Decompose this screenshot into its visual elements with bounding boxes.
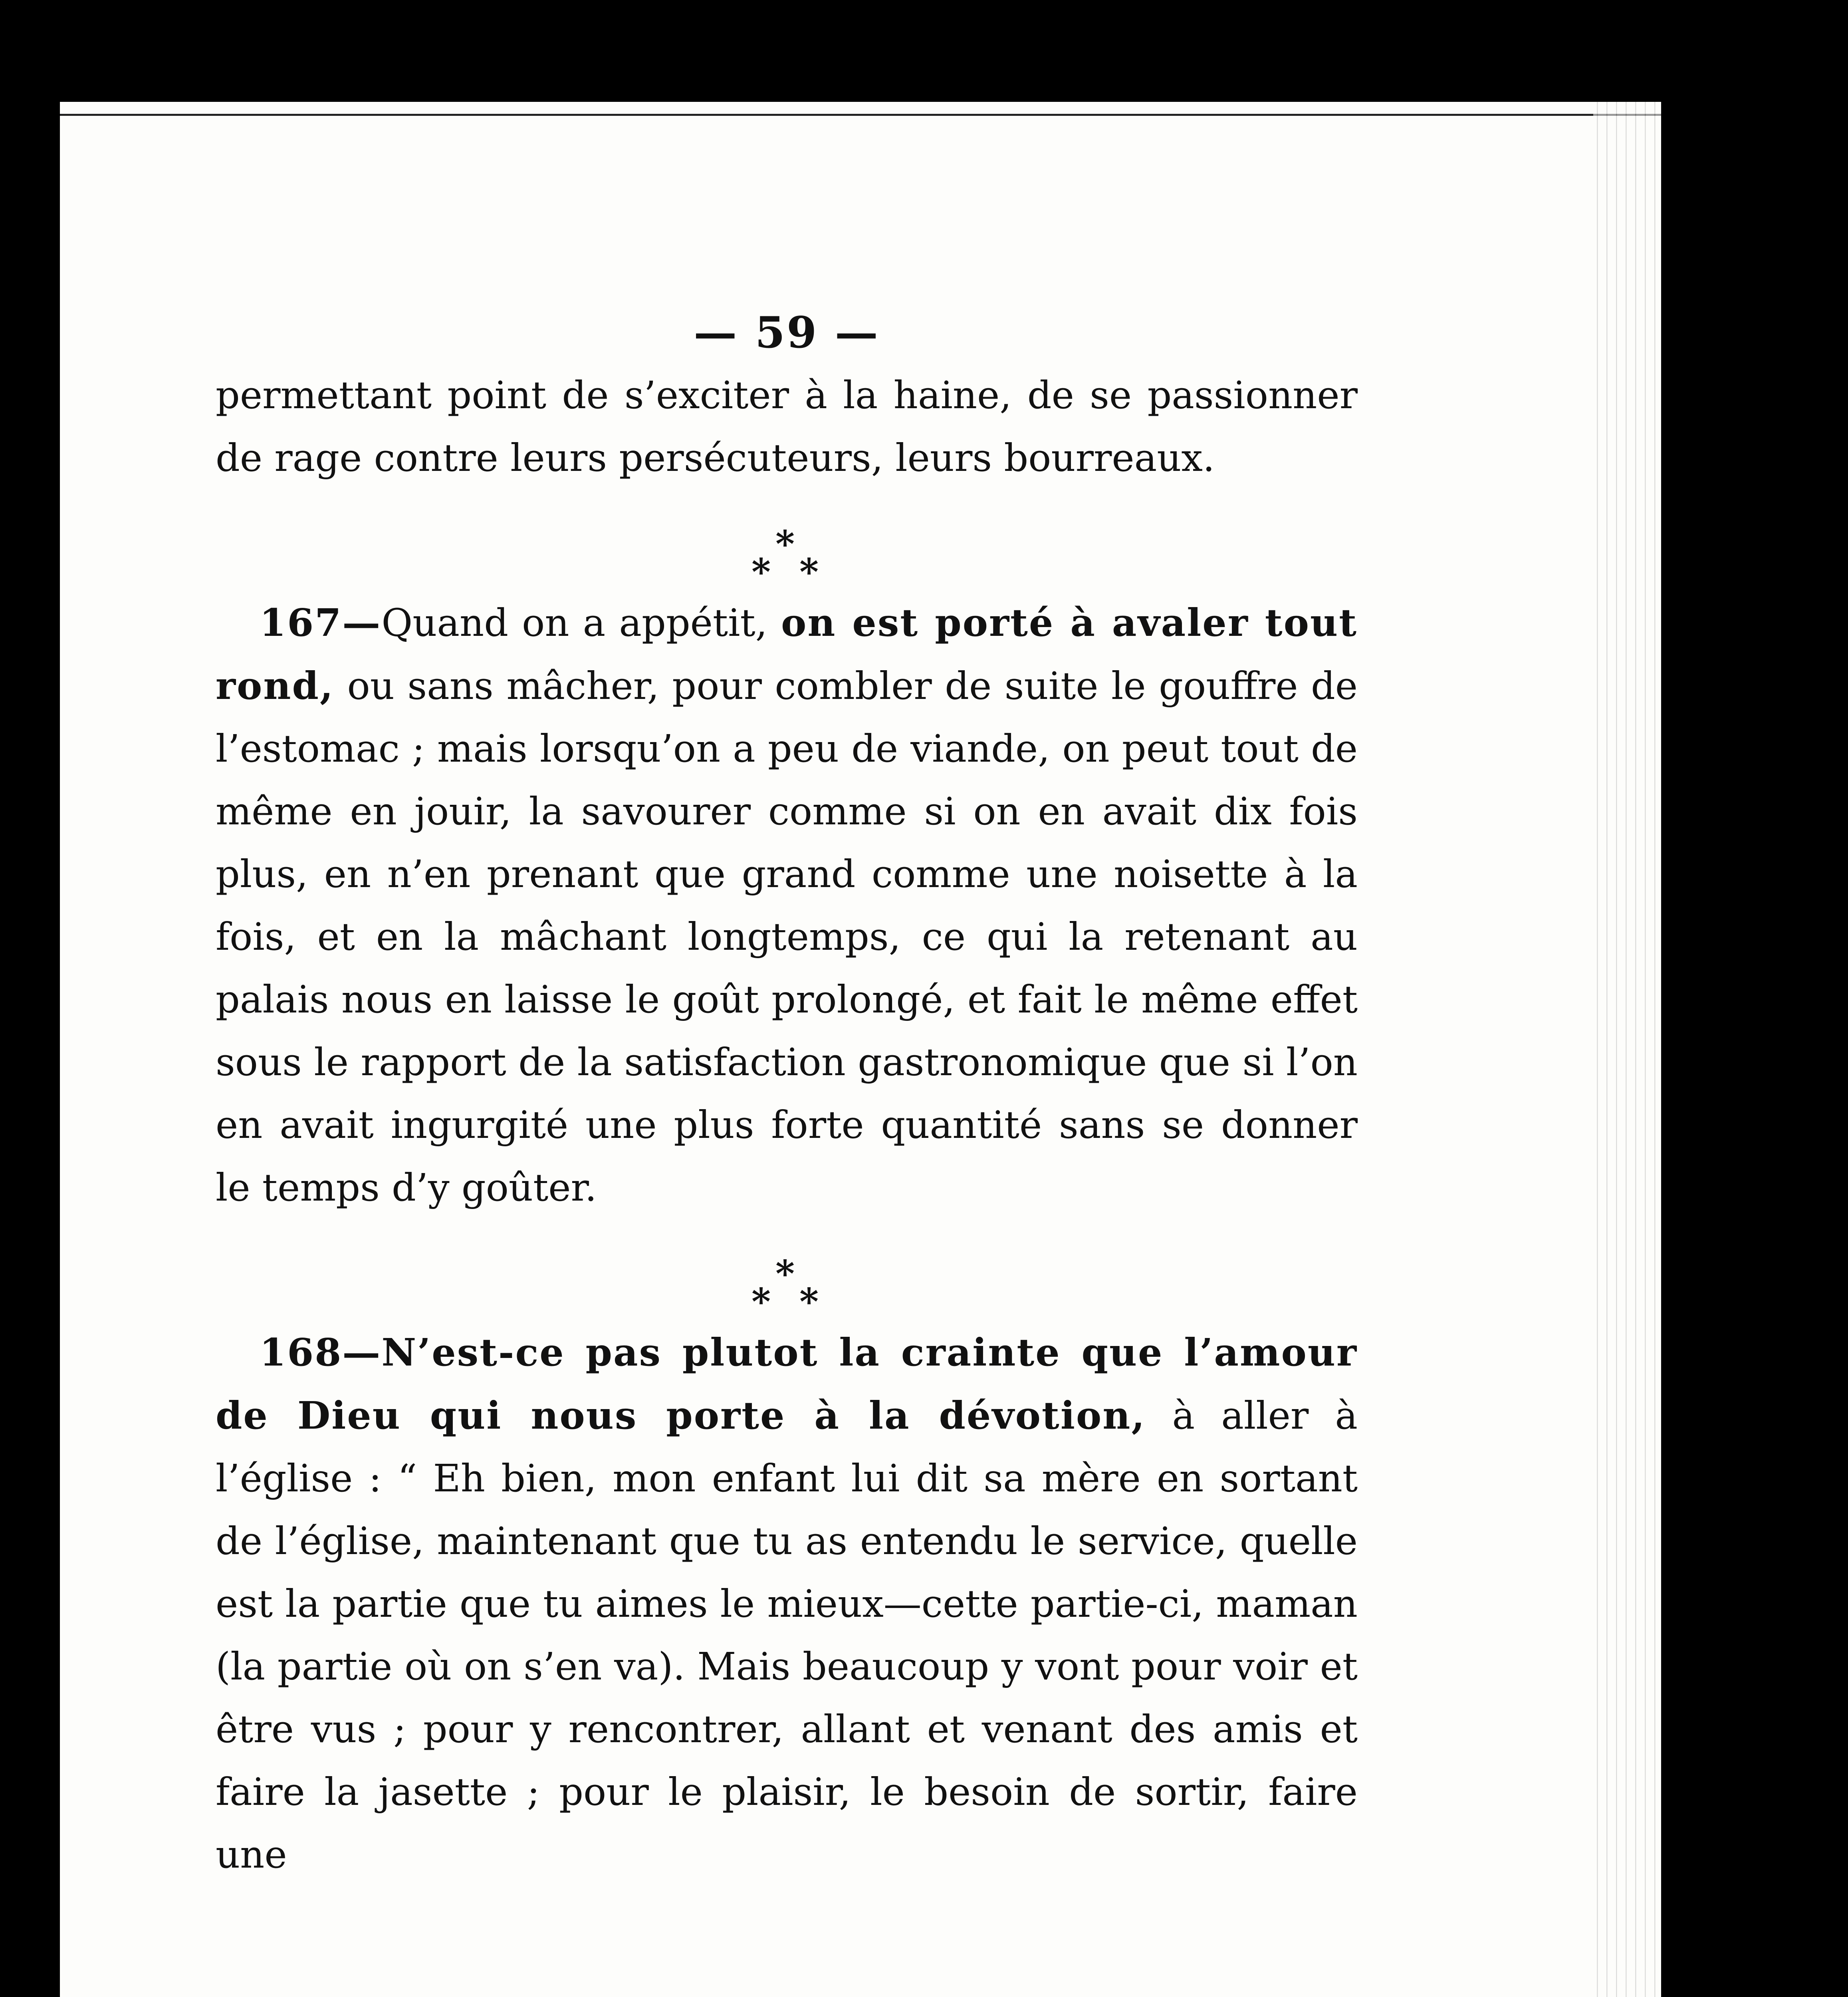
paragraph-167 — [216, 592, 1358, 1219]
paragraph-167-bold-phrase: on est porté à avaler tout rond, — [216, 601, 1358, 708]
intro-paragraph: permettant point de s’exciter à la haine, de se passionner de rage contre leurs persécuteurs, leurs bourreaux. — [216, 373, 1358, 480]
paragraph-167-lead: Quand on a appétit, — [381, 601, 781, 645]
page-number: — 59 — — [694, 308, 880, 358]
asterism-star-right: * — [799, 550, 819, 594]
page-fore-edge — [1593, 102, 1661, 1997]
asterism-star-top: * — [775, 522, 795, 566]
paragraph-168-number: 168— — [260, 1330, 382, 1375]
text-block — [216, 302, 1358, 1886]
paragraph-168-bold-phrase: N’est-ce pas plutot la crainte que l’amour de Dieu qui nous porte à la dévotion, — [216, 1330, 1358, 1438]
page-top-edge — [60, 102, 1661, 116]
paragraph-168 — [216, 1321, 1358, 1886]
asterism-divider-2 — [743, 1219, 831, 1321]
asterism-star-top: * — [775, 1252, 795, 1295]
paragraph-167-body: ou sans mâcher, pour combler de suite le gouffre de l’estomac ; mais lorsqu’on a peu de viande, on peut tout de même en jouir, la savourer comme si on en avait dix fois plus, en n’en prenant que grand comme une noisette à la fois, et en la mâchant longtemps, ce qui la retenant au palais nous en laisse le goût prolongé, et fait le même effet sous le rapport de la satisfaction gastronomique que si l’on en avait ingurgité une plus forte quantité sans se donner le temps d’y goûter. — [216, 664, 1358, 1210]
asterism-star-left: * — [751, 550, 771, 594]
asterism-star-right: * — [799, 1280, 819, 1323]
book-page — [60, 102, 1661, 1997]
paragraph-168-body: à aller à l’église : “ Eh bien, mon enfant lui dit sa mère en sortant de l’église, maintenant que tu as entendu le service, quelle est la partie que tu aimes le mieux—cette partie-ci, maman (la partie où on s’en va). Mais beaucoup y vont pour voir et être vus ; pour y rencontrer, allant et venant des amis et faire la jasette ; pour le plaisir, le besoin de sortir, faire une — [216, 1394, 1358, 1877]
paragraph-167-number: 167— — [260, 601, 382, 645]
asterism-star-left: * — [751, 1280, 771, 1323]
asterism-divider-1 — [743, 490, 831, 592]
